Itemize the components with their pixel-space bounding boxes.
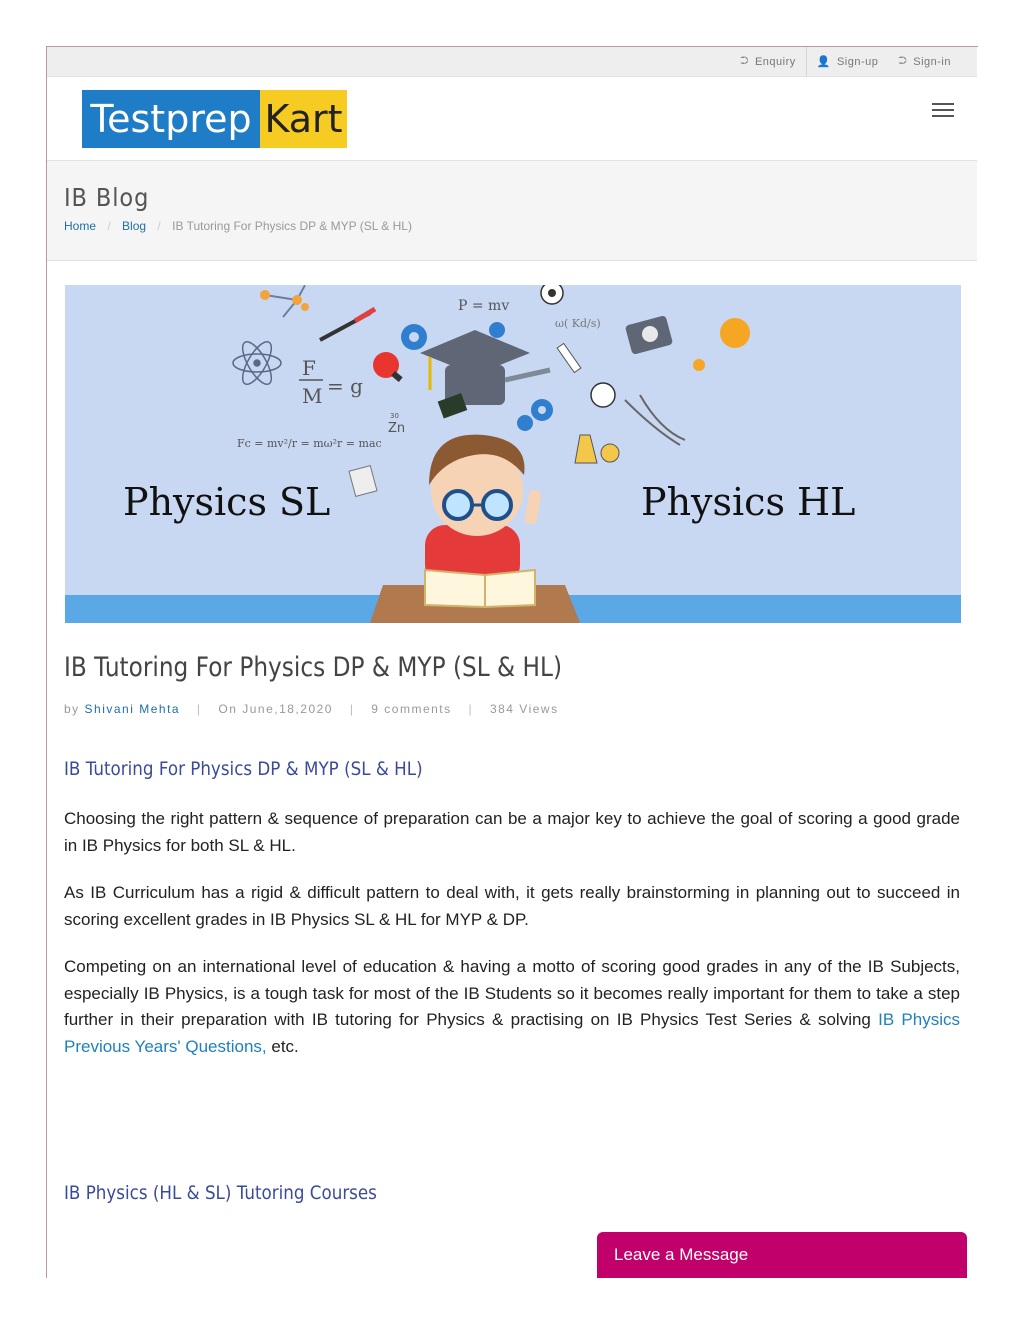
paragraph-3-end: etc.	[266, 1036, 299, 1056]
element-number: 30	[390, 412, 399, 420]
leave-message-widget[interactable]	[597, 1232, 967, 1278]
top-utility-bar	[47, 47, 977, 77]
formula-centripetal: Fc = mv²/r = mω²r = mac	[237, 437, 382, 450]
courses-subheading: IB Physics (HL & SL) Tutoring Courses	[64, 1182, 377, 1204]
meta-date: On June,18,2020	[218, 702, 333, 716]
graduation-cap-icon	[420, 330, 550, 405]
paragraph-1: Choosing the right pattern & sequence of preparation can be a major key to achieve the goal of scoring a good grade in IB Physics for both SL & HL.	[64, 809, 960, 855]
formula-m: M	[302, 384, 323, 408]
breadcrumb-separator: /	[107, 219, 111, 233]
football-icon	[541, 285, 563, 304]
breadcrumb	[64, 219, 412, 233]
signup-label: Sign-up	[836, 55, 879, 68]
signin-label: Sign-in	[913, 55, 951, 68]
user-plus-icon: 👤	[816, 56, 831, 68]
meta-by: by	[64, 702, 80, 716]
atom-icon	[233, 338, 281, 389]
meta-separator: |	[349, 702, 355, 716]
flask-icon	[575, 435, 597, 463]
enquiry-icon: ⮊	[740, 55, 749, 67]
author-link[interactable]: Shivani Mehta	[84, 702, 181, 716]
article-title: IB Tutoring For Physics DP & MYP (SL & HL)	[64, 652, 563, 683]
camera-icon	[625, 315, 673, 355]
hero-label-sl: Physics SL	[123, 480, 331, 524]
meta-views: 384 Views	[489, 702, 559, 716]
student-illustration	[370, 435, 580, 623]
logo-part-kart: Kart	[260, 90, 347, 148]
formula-f: F	[302, 356, 316, 380]
gear-icon	[517, 415, 533, 431]
formula-omega: ω( Kd/s)	[555, 317, 601, 330]
paragraph-3-text: Competing on an international level of education & having a motto of scoring good grades in any of the IB Subjects, especially IB Physics, is a tough task for most of the IB Students so it becomes really important for them to take a step further in their preparation with IB tutoring for Physics & practising on IB Physics Test Series & solving	[64, 957, 960, 1029]
meta-comments[interactable]: 9 comments	[371, 702, 452, 716]
dna-icon	[625, 395, 685, 445]
gear-icon	[531, 399, 553, 421]
previous-years-questions-link[interactable]: IB Physics Previous Years' Questions,	[64, 1010, 960, 1056]
signin-icon: ⮊	[898, 55, 908, 67]
logo-part-testprep: Testprep	[82, 90, 260, 148]
formula-g: = g	[327, 374, 363, 398]
page-title: IB Blog	[64, 183, 150, 212]
test-tube-icon	[557, 343, 581, 372]
article-subheading: IB Tutoring For Physics DP & MYP (SL & HL)	[64, 758, 423, 780]
sun-icon	[720, 318, 750, 348]
site-header	[47, 77, 977, 161]
molecule-icon	[260, 285, 309, 317]
hamburger-menu-icon[interactable]	[932, 103, 954, 119]
signin-link[interactable]	[888, 47, 961, 76]
hero-illustration	[65, 285, 961, 623]
breadcrumb-current: IB Tutoring For Physics DP & MYP (SL & HL)	[172, 219, 412, 233]
paragraph-2: As IB Curriculum has a rigid & difficult pattern to deal with, it gets really brainstorming in planning out to succeed in scoring excellent grades in IB Physics SL & HL for MYP & DP.	[64, 883, 960, 929]
article-meta	[64, 702, 559, 716]
gear-icon	[401, 324, 427, 350]
sun-icon	[693, 359, 705, 371]
hero-label-hl: Physics HL	[641, 480, 856, 524]
hamburger-line	[932, 115, 954, 117]
bulb-icon	[373, 352, 403, 382]
enquiry-label: Enquiry	[754, 55, 796, 68]
enquiry-link[interactable]	[730, 47, 806, 76]
page-title-band	[47, 161, 977, 261]
account-links	[730, 47, 961, 76]
hero-image	[65, 285, 961, 623]
hamburger-line	[932, 109, 954, 111]
pencil-icon	[320, 309, 375, 340]
element-symbol: Zn	[388, 421, 406, 436]
formula-momentum: P = mv	[458, 298, 510, 314]
gear-icon	[489, 322, 505, 338]
paragraph-3	[64, 954, 960, 1060]
breadcrumb-home[interactable]: Home	[64, 219, 97, 233]
beaker-icon	[349, 466, 377, 497]
hamburger-line	[932, 103, 954, 105]
flask-icon	[601, 444, 619, 462]
leave-message-label: Leave a Message	[614, 1245, 749, 1264]
breadcrumb-separator: /	[157, 219, 161, 233]
site-logo[interactable]	[82, 90, 347, 148]
meta-separator: |	[196, 702, 202, 716]
breadcrumb-blog[interactable]: Blog	[122, 219, 147, 233]
meta-separator: |	[468, 702, 474, 716]
ball-icon	[591, 383, 615, 407]
signup-link[interactable]	[806, 47, 889, 76]
